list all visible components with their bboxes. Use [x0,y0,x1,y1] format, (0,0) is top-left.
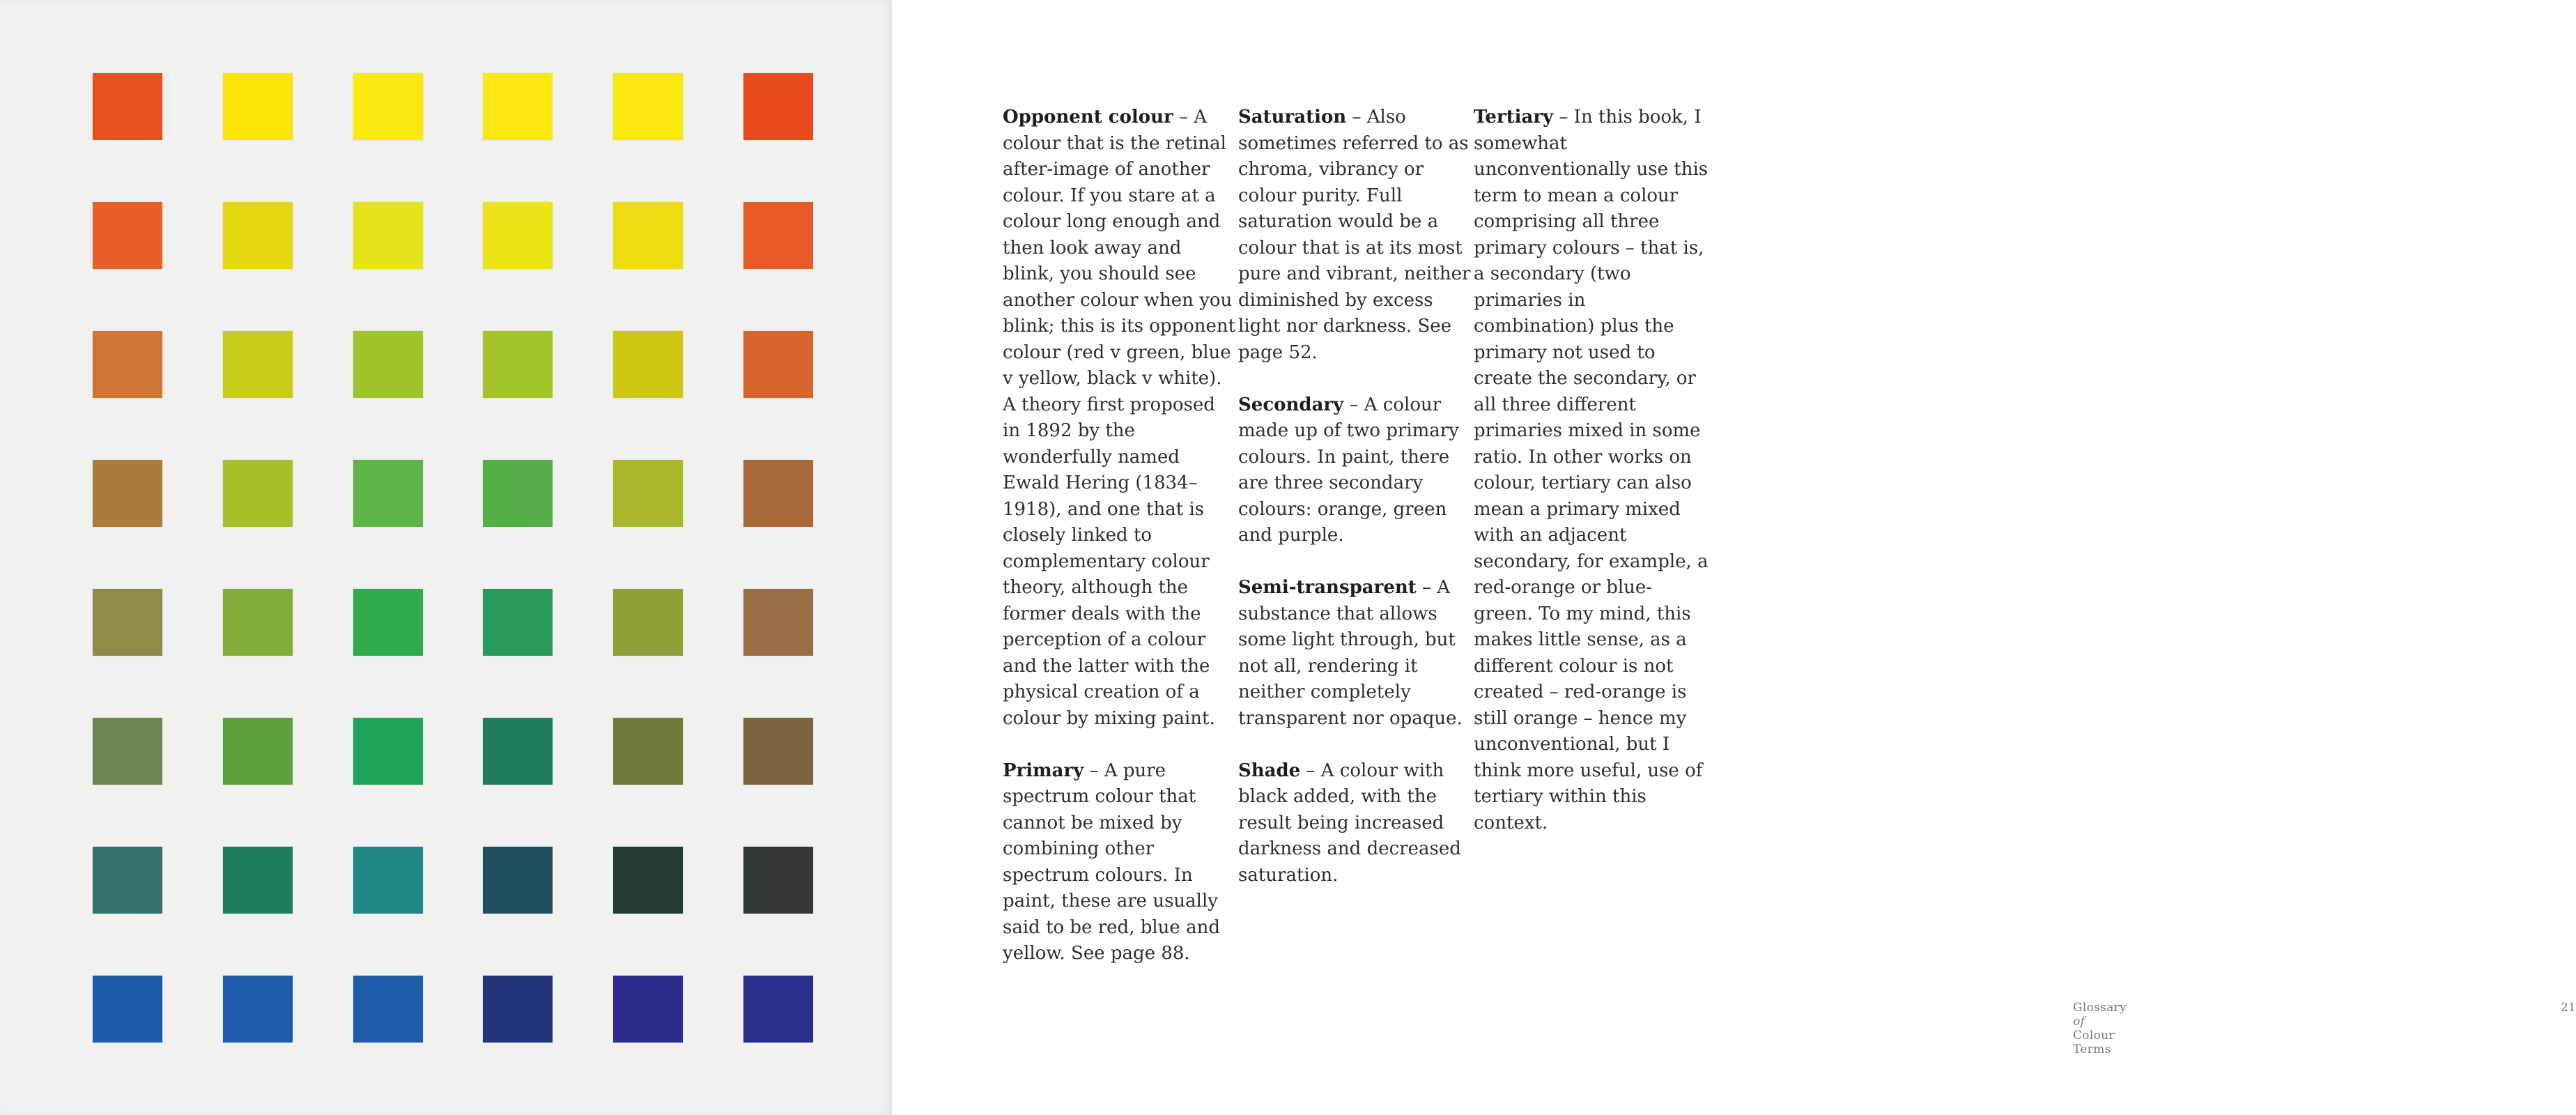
colour-swatch [223,976,293,1043]
swatch-cell [713,429,843,558]
colour-swatch [93,331,162,398]
glossary-entry-opponent-colour [1003,105,1238,732]
glossary-term: Saturation [1238,107,1347,128]
colour-swatch [223,202,293,269]
glossary-column-1 [1003,105,1238,993]
swatch-cell [193,300,323,429]
glossary-term: Secondary [1238,394,1344,415]
swatch-cell [713,815,843,944]
colour-swatch [613,718,683,785]
colour-swatch [223,718,293,785]
footer-title-italic: of [2073,1015,2085,1029]
swatch-cell [583,686,714,815]
colour-swatch [613,202,683,269]
colour-swatch [743,73,813,140]
glossary-entry-secondary [1238,392,1474,549]
swatch-cell [193,171,323,300]
swatch-cell [323,815,453,944]
swatch-cell [583,429,714,558]
swatch-cell [323,558,453,686]
swatch-cell [453,815,583,944]
swatch-cell [453,42,583,171]
swatch-cell [323,429,453,558]
colour-swatch [93,460,162,527]
colour-swatch [613,589,683,656]
swatch-cell [323,42,453,171]
glossary-entry-semi-transparent [1238,575,1474,732]
glossary-entry-shade [1238,758,1474,889]
glossary-definition: – In this book, I somewhat unconventionally use this term to mean a colour comprising all three primary colours – that is, a secondary (two primaries in combination) plus the primary not used to create the secondary, or all three different primaries mixed in some ratio. In other works on colour, tertiary can also mean a primary mixed with an adjacent secondary, for example, a red-orange or blue-green. To my mind, this makes little sense, as a different colour is not created – red-orange is still orange – hence my unconventional, but I think more useful, use of tertiary within this context. [1474,107,1709,833]
swatch-cell [193,558,323,686]
colour-swatch [223,589,293,656]
swatch-cell [583,558,714,686]
colour-swatch [223,73,293,140]
colour-swatch [743,202,813,269]
swatch-cell [453,429,583,558]
colour-swatch [483,202,553,269]
colour-swatch [743,976,813,1043]
colour-swatch [483,331,553,398]
colour-swatch [743,460,813,527]
colour-swatch [613,73,683,140]
colour-swatch [353,976,423,1043]
swatch-cell [713,42,843,171]
swatch-cell [63,686,193,815]
glossary-term: Shade [1238,760,1301,781]
glossary-column-3 [1474,105,1709,993]
colour-swatch [483,847,553,914]
glossary-definition: – A substance that allows some light through, but not all, rendering it neither completely transparent nor opaque. [1238,577,1463,729]
colour-swatch [353,202,423,269]
colour-swatch [223,460,293,527]
swatch-cell [583,171,714,300]
glossary-term: Semi-transparent [1238,577,1417,598]
colour-swatch [353,847,423,914]
swatch-cell [63,558,193,686]
swatch-cell [453,300,583,429]
swatch-cell [193,944,323,1073]
colour-swatch [743,589,813,656]
colour-swatch [743,718,813,785]
colour-swatch [93,202,162,269]
colour-swatch [93,718,162,785]
glossary-definition: – A pure spectrum colour that cannot be mixed by combining other spectrum colours. In paint, these are usually said to be red, blue and yellow. See page 88. [1003,760,1220,964]
glossary-entry-primary [1003,758,1238,967]
swatch-cell [323,944,453,1073]
colour-swatch [743,847,813,914]
colour-swatch [743,331,813,398]
swatch-cell [713,558,843,686]
glossary-definition: – A colour with black added, with the result being increased darkness and decreased saturation. [1238,760,1461,886]
colour-swatch [483,976,553,1043]
swatch-cell [583,944,714,1073]
swatch-cell [453,686,583,815]
glossary-term: Tertiary [1474,107,1554,128]
page-number: 21 [2561,1001,2576,1015]
swatch-cell [713,171,843,300]
glossary-entry-tertiary [1474,105,1709,836]
swatch-cell [453,171,583,300]
glossary-definition: – A colour made up of two primary colours. In paint, there are three secondary colours: orange, green and purple. [1238,394,1459,546]
swatch-cell [63,815,193,944]
swatch-cell [193,686,323,815]
swatch-cell [193,429,323,558]
running-footer-title [2073,1001,2127,1056]
colour-swatch [223,331,293,398]
swatch-cell [323,300,453,429]
glossary-term: Opponent colour [1003,107,1173,128]
colour-swatch [483,718,553,785]
glossary-definition: – A colour that is the retinal after-image of another colour. If you stare at a colour long enough and then look away and blink, you should see another colour when you blink; this is its opponent colour (red v green, blue v yellow, black v white). A theory first proposed in 1892 by the wonderfully named Ewald Hering (1834–1918), and one that is closely linked to complementary colour theory, although the former deals with the perception of a colour and the latter with the physical creation of a colour by mixing paint. [1003,107,1236,729]
glossary-page [892,0,2576,1115]
colour-swatch [93,976,162,1043]
colour-swatch [93,73,162,140]
colour-swatch [613,847,683,914]
swatch-cell [63,42,193,171]
swatch-cell [713,686,843,815]
swatch-cell [453,944,583,1073]
colour-swatch [93,847,162,914]
swatch-cell [63,300,193,429]
colour-swatch [353,589,423,656]
glossary-entry-saturation [1238,105,1474,366]
colour-swatch [483,73,553,140]
colour-swatch [613,331,683,398]
glossary-definition: – Also sometimes referred to as chroma, vibrancy or colour purity. Full saturation would be a colour that is at its most pure and vibrant, neither diminished by excess light nor darkness. See page 52. [1238,107,1471,363]
colour-swatch [353,73,423,140]
swatch-cell [323,686,453,815]
swatch-cell [583,300,714,429]
footer-title-part2: Colour Terms [2073,1029,2115,1056]
colour-swatch [613,976,683,1043]
colour-swatch [93,589,162,656]
colour-swatch [353,718,423,785]
swatch-cell [453,558,583,686]
footer-title-part1: Glossary [2073,1001,2127,1015]
swatch-cell [583,815,714,944]
swatch-page [0,0,892,1115]
swatch-grid [63,42,843,1073]
swatch-cell [713,300,843,429]
colour-swatch [483,589,553,656]
swatch-cell [583,42,714,171]
glossary-column-2 [1238,105,1474,993]
swatch-cell [713,944,843,1073]
swatch-cell [193,815,323,944]
swatch-cell [63,171,193,300]
swatch-cell [323,171,453,300]
colour-swatch [613,460,683,527]
colour-swatch [223,847,293,914]
swatch-cell [63,429,193,558]
colour-swatch [353,460,423,527]
swatch-cell [63,944,193,1073]
swatch-cell [193,42,323,171]
colour-swatch [483,460,553,527]
glossary-columns [1003,105,1709,993]
glossary-term: Primary [1003,760,1084,781]
colour-swatch [353,331,423,398]
